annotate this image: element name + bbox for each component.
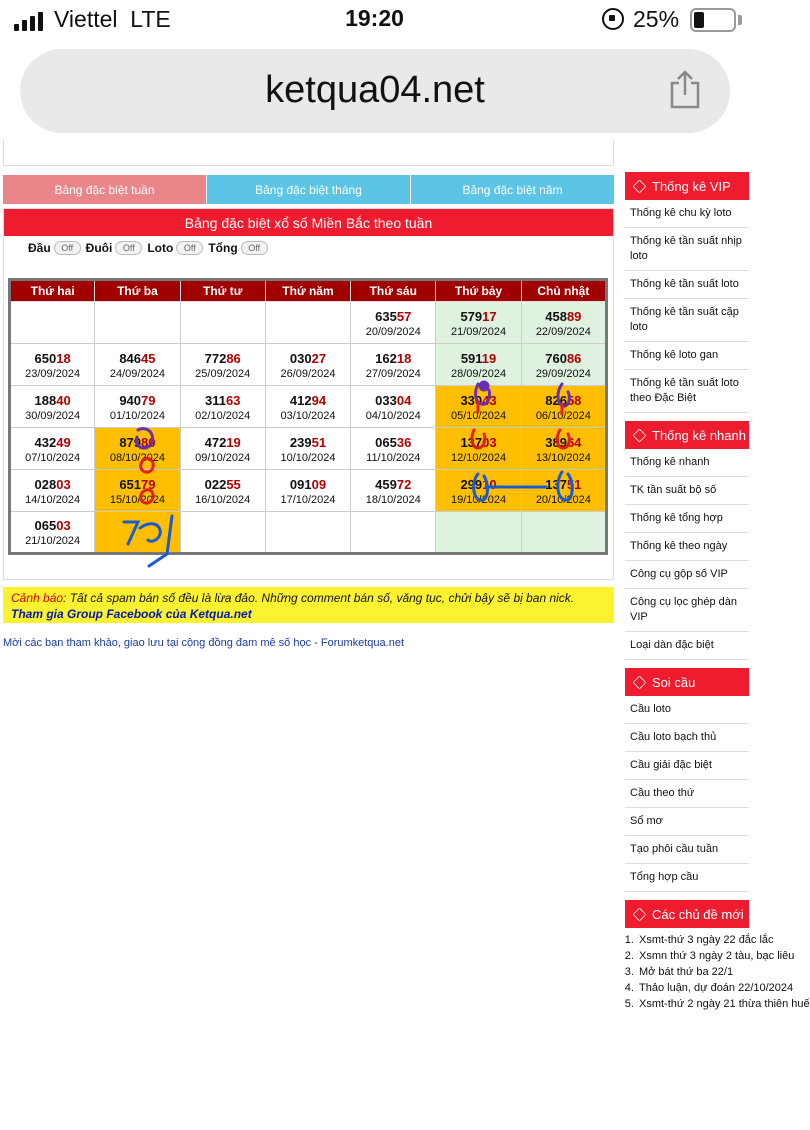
number-head: 033 <box>375 392 397 408</box>
forum-link[interactable]: Mời các bạn tham khảo, giao lưu tại cộng đồng đam mê số học - Forumketqua.net <box>3 637 405 649</box>
result-date: 20/10/2024 <box>535 493 591 506</box>
number-tail: 51 <box>566 476 582 492</box>
number-tail: 43 <box>482 392 497 408</box>
result-cell <box>95 512 180 554</box>
result-date: 21/10/2024 <box>25 535 81 547</box>
result-number <box>351 476 435 493</box>
result-cell <box>351 512 436 554</box>
users-icon <box>633 907 647 921</box>
number-tail: 45 <box>141 350 156 366</box>
result-number <box>351 308 435 325</box>
carrier-label: Viettel LTE <box>54 6 171 32</box>
number-tail: 86 <box>566 350 582 366</box>
result-cell <box>10 344 95 386</box>
number-head: 239 <box>289 434 312 450</box>
number-head: 459 <box>375 476 397 492</box>
number-tail: 55 <box>226 476 241 492</box>
sidebar-link[interactable]: Thống kê tần suất nhịp loto <box>625 228 749 271</box>
sidebar-link[interactable]: Cầu giải đặc biệt <box>625 752 749 780</box>
result-cell <box>436 512 521 554</box>
toggle-duoi[interactable]: Off <box>115 241 142 255</box>
warning-label: Cảnh báo <box>11 591 64 605</box>
number-tail: 17 <box>482 308 497 324</box>
clock: 19:20 <box>345 5 404 31</box>
sidebar-link[interactable]: TK tần suất bộ số <box>625 477 749 505</box>
sidebar-header-topics: Các chủ đề mới <box>625 900 749 928</box>
result-number <box>266 350 350 367</box>
result-date: 24/09/2024 <box>109 367 165 380</box>
number-head: 137 <box>460 434 483 450</box>
results-table <box>8 278 608 555</box>
topic-link[interactable]: 3. Mở bát thứ ba 22/1 <box>637 964 749 980</box>
result-number <box>95 392 179 409</box>
result-cell <box>95 344 180 386</box>
top-strip <box>3 140 614 166</box>
number-head: 846 <box>119 350 142 366</box>
number-tail: 80 <box>141 434 156 450</box>
sidebar-link[interactable]: Thống kê loto gan <box>625 342 749 370</box>
bar-chart-icon <box>633 428 647 442</box>
result-cell <box>436 386 521 428</box>
result-number <box>436 350 520 367</box>
result-number <box>351 350 435 367</box>
result-cell <box>95 470 180 512</box>
number-head: 389 <box>545 434 567 450</box>
topic-link[interactable]: 5. Xsmt-thứ 2 ngày 21 thừa thiên huế <box>637 996 749 1012</box>
number-head: 940 <box>119 392 142 408</box>
result-cell <box>521 344 606 386</box>
number-tail: 72 <box>396 476 412 492</box>
table-tabs <box>3 175 614 204</box>
result-number <box>266 392 350 409</box>
number-head: 432 <box>34 434 57 450</box>
result-date: 30/09/2024 <box>25 409 81 422</box>
topic-link[interactable]: 2. Xsmn thứ 3 ngày 2 tàu, bạc liêu <box>637 948 749 964</box>
result-number <box>351 392 435 409</box>
sidebar-link[interactable]: Loại dàn đặc biệt <box>625 632 749 660</box>
result-date: 29/09/2024 <box>535 367 591 380</box>
result-number <box>181 392 265 409</box>
result-cell <box>95 386 180 428</box>
result-cell <box>180 302 265 344</box>
number-tail: 04 <box>396 392 412 408</box>
number-head: 458 <box>545 308 567 324</box>
result-cell <box>436 470 521 512</box>
rotation-lock-icon <box>602 8 624 30</box>
result-cell <box>180 470 265 512</box>
number-tail: 51 <box>311 434 327 450</box>
number-head: 650 <box>34 350 57 366</box>
number-head: 188 <box>34 392 57 408</box>
column-header: Thứ năm <box>265 280 350 302</box>
number-head: 022 <box>204 476 227 492</box>
number-head: 065 <box>34 518 57 533</box>
number-head: 065 <box>375 434 397 450</box>
number-tail: 89 <box>566 308 582 324</box>
number-tail: 79 <box>141 392 156 408</box>
result-cell <box>265 386 350 428</box>
result-date: 19/10/2024 <box>451 493 507 506</box>
result-number <box>436 308 520 325</box>
number-tail: 09 <box>311 476 327 492</box>
result-number <box>436 392 520 409</box>
result-cell <box>351 428 436 470</box>
sidebar-link[interactable]: Cầu theo thứ <box>625 780 749 808</box>
result-date: 25/09/2024 <box>195 367 251 380</box>
column-header: Thứ tư <box>180 280 265 302</box>
result-date: 07/10/2024 <box>25 451 81 464</box>
result-date: 04/10/2024 <box>365 409 421 422</box>
result-number <box>95 476 179 493</box>
number-head: 591 <box>460 350 482 366</box>
warning-box <box>3 587 614 623</box>
table-row <box>10 470 607 512</box>
result-cell <box>95 302 180 344</box>
result-cell <box>436 302 521 344</box>
result-number <box>266 434 350 451</box>
result-date: 22/09/2024 <box>535 325 591 338</box>
tab-month[interactable]: Bảng đặc biệt tháng <box>207 175 411 204</box>
sidebar-link[interactable]: Thống kê tổng hợp <box>625 505 749 533</box>
result-number <box>11 434 94 451</box>
toggle-label: Đuôi <box>85 241 113 255</box>
number-tail: 03 <box>56 476 71 492</box>
tab-week[interactable]: Bảng đặc biệt tuần <box>3 175 207 204</box>
sidebar-header-soicau: Soi cầu <box>625 668 749 696</box>
result-cell <box>436 344 521 386</box>
result-date: 26/09/2024 <box>280 367 336 380</box>
toggle-tong[interactable]: Off <box>241 241 268 255</box>
number-head: 311 <box>204 392 226 408</box>
result-number <box>181 350 265 367</box>
column-header: Thứ bảy <box>436 280 521 302</box>
result-cell <box>351 386 436 428</box>
sidebar-link[interactable]: Cầu loto <box>625 696 749 724</box>
result-date: 18/10/2024 <box>365 493 421 506</box>
address-bar[interactable] <box>20 49 730 133</box>
number-tail: 03 <box>56 518 71 533</box>
share-icon[interactable] <box>667 69 703 109</box>
sidebar <box>625 140 810 1012</box>
result-cell <box>521 470 606 512</box>
result-date: 21/09/2024 <box>451 325 507 338</box>
result-cell <box>180 428 265 470</box>
result-number <box>181 434 265 451</box>
result-date: 11/10/2024 <box>366 451 421 464</box>
sidebar-link[interactable]: Thống kê theo ngày <box>625 533 749 561</box>
result-number <box>436 434 520 451</box>
toggle-label: Đầu <box>28 241 51 255</box>
number-head: 635 <box>375 308 397 324</box>
result-cell <box>521 302 606 344</box>
number-tail: 49 <box>56 434 71 450</box>
number-head: 760 <box>545 350 567 366</box>
result-cell <box>95 428 180 470</box>
result-number <box>11 476 94 493</box>
number-head: 330 <box>460 392 483 408</box>
result-number <box>436 476 520 493</box>
table-row <box>10 302 607 344</box>
sidebar-link[interactable]: Công cụ lọc ghép dàn VIP <box>625 589 749 632</box>
result-cell <box>180 386 265 428</box>
result-date: 23/09/2024 <box>25 367 81 380</box>
result-date: 27/09/2024 <box>365 367 421 380</box>
number-head: 472 <box>204 434 227 450</box>
result-number <box>266 476 350 493</box>
number-head: 137 <box>545 476 567 492</box>
status-bar <box>0 0 749 44</box>
panel-title: Bảng đặc biệt xổ số Miền Bắc theo tuần <box>4 209 613 236</box>
sidebar-link[interactable]: Công cụ gộp số VIP <box>625 561 749 589</box>
sidebar-header-vip: Thống kê VIP <box>625 172 749 200</box>
result-number <box>522 350 605 367</box>
number-tail: 57 <box>396 308 412 324</box>
result-cell <box>436 428 521 470</box>
result-cell <box>265 302 350 344</box>
number-head: 299 <box>460 476 483 492</box>
result-number <box>95 350 179 367</box>
number-head: 028 <box>34 476 57 492</box>
sidebar-link[interactable]: Thống kê nhanh <box>625 449 749 477</box>
result-number <box>11 392 94 409</box>
table-row <box>10 428 607 470</box>
result-date: 13/10/2024 <box>535 451 591 464</box>
result-cell <box>521 386 606 428</box>
result-date: 02/10/2024 <box>195 409 251 422</box>
result-cell <box>351 470 436 512</box>
result-number <box>11 350 94 367</box>
number-tail: 18 <box>56 350 71 366</box>
number-head: 091 <box>289 476 312 492</box>
column-header: Chủ nhật <box>521 280 606 302</box>
diamond-icon <box>633 179 647 193</box>
result-date: 16/10/2024 <box>195 493 251 506</box>
result-cell <box>180 512 265 554</box>
sidebar-header-fast: Thống kê nhanh <box>625 421 749 449</box>
number-head: 412 <box>289 392 312 408</box>
column-header: Thứ ba <box>95 280 180 302</box>
number-tail: 27 <box>311 350 327 366</box>
number-tail: 86 <box>226 350 241 366</box>
result-number <box>11 517 94 534</box>
result-date: 09/10/2024 <box>195 451 251 464</box>
result-cell <box>10 470 95 512</box>
result-cell <box>351 344 436 386</box>
result-date: 06/10/2024 <box>535 409 591 422</box>
result-number <box>351 434 435 451</box>
result-cell <box>265 512 350 554</box>
result-date: 03/10/2024 <box>280 409 336 422</box>
filter-toggles <box>28 241 273 255</box>
table-row <box>10 344 607 386</box>
result-cell <box>265 344 350 386</box>
result-cell <box>10 428 95 470</box>
result-number <box>181 476 265 493</box>
result-cell <box>521 428 606 470</box>
topic-link[interactable]: 4. Thảo luận, dự đoán 22/10/2024 <box>637 980 749 996</box>
number-tail: 10 <box>482 476 497 492</box>
result-number <box>522 308 605 325</box>
url-text: ketqua04.net <box>265 69 485 111</box>
result-number <box>522 434 605 451</box>
number-head: 772 <box>204 350 227 366</box>
number-head: 030 <box>289 350 312 366</box>
number-head: 579 <box>460 308 483 324</box>
number-tail: 94 <box>311 392 327 408</box>
sidebar-link[interactable]: Thống kê chu kỳ loto <box>625 200 749 228</box>
result-cell <box>10 512 95 554</box>
number-tail: 63 <box>225 392 241 408</box>
result-date: 01/10/2024 <box>109 409 165 422</box>
toggle-label: Tổng <box>208 241 238 255</box>
number-head: 826 <box>545 392 567 408</box>
result-number <box>522 476 605 493</box>
result-date: 17/10/2024 <box>280 493 336 506</box>
result-cell <box>351 302 436 344</box>
result-cell <box>265 470 350 512</box>
number-tail: 58 <box>566 392 582 408</box>
toggle-label: Loto <box>147 241 174 255</box>
result-date: 10/10/2024 <box>280 451 336 464</box>
result-date: 08/10/2024 <box>109 451 165 464</box>
number-head: 651 <box>119 476 142 492</box>
number-tail: 79 <box>141 476 156 492</box>
number-tail: 19 <box>226 434 241 450</box>
result-date: 12/10/2024 <box>451 451 507 464</box>
table-row <box>10 512 607 554</box>
result-date: 20/09/2024 <box>365 325 421 338</box>
sidebar-link[interactable]: Tạo phôi cầu tuần <box>625 836 749 864</box>
battery-icon <box>690 8 736 32</box>
number-head: 879 <box>119 434 142 450</box>
number-tail: 18 <box>396 350 412 366</box>
result-cell <box>521 512 606 554</box>
result-cell <box>10 386 95 428</box>
sidebar-link[interactable]: Tổng hợp cầu <box>625 864 749 892</box>
toggle-loto[interactable]: Off <box>176 241 203 255</box>
facebook-link[interactable]: Tham gia Group Facebook của Ketqua.net <box>11 607 252 621</box>
number-tail: 03 <box>482 434 497 450</box>
search-icon <box>633 675 647 689</box>
result-date: 28/09/2024 <box>451 367 507 380</box>
sidebar-link[interactable]: Thống kê tần suất loto <box>625 271 749 299</box>
number-tail: 36 <box>396 434 412 450</box>
sidebar-link[interactable]: Thống kê tần suất cặp loto <box>625 299 749 342</box>
number-tail: 19 <box>481 350 497 366</box>
column-header: Thứ sáu <box>351 280 436 302</box>
sidebar-link[interactable]: Sổ mơ <box>625 808 749 836</box>
sidebar-link[interactable]: Cầu loto bạch thủ <box>625 724 749 752</box>
warning-text: : Tất cả spam bán số đều là lừa đảo. Những comment bán số, văng tục, chửi bậy sẽ bị ban nick. <box>63 591 575 605</box>
result-date: 14/10/2024 <box>25 493 81 506</box>
number-head: 162 <box>375 350 397 366</box>
result-date: 05/10/2024 <box>451 409 507 422</box>
table-row <box>10 386 607 428</box>
result-cell <box>10 302 95 344</box>
result-number <box>522 392 605 409</box>
column-header: Thứ hai <box>10 280 95 302</box>
result-cell <box>265 428 350 470</box>
sidebar-link[interactable]: Thống kê tần suất loto theo Đặc Biệt <box>625 370 749 413</box>
tab-year[interactable]: Bảng đặc biệt năm <box>411 175 614 204</box>
number-tail: 64 <box>566 434 582 450</box>
result-date: 15/10/2024 <box>109 493 165 506</box>
result-number <box>95 434 179 451</box>
result-cell <box>180 344 265 386</box>
toggle-dau[interactable]: Off <box>54 241 81 255</box>
number-tail: 40 <box>56 392 71 408</box>
battery-percent: 25% <box>633 6 680 32</box>
topic-link[interactable]: 1. Xsmt-thứ 3 ngày 22 đắc lắc <box>637 932 749 948</box>
